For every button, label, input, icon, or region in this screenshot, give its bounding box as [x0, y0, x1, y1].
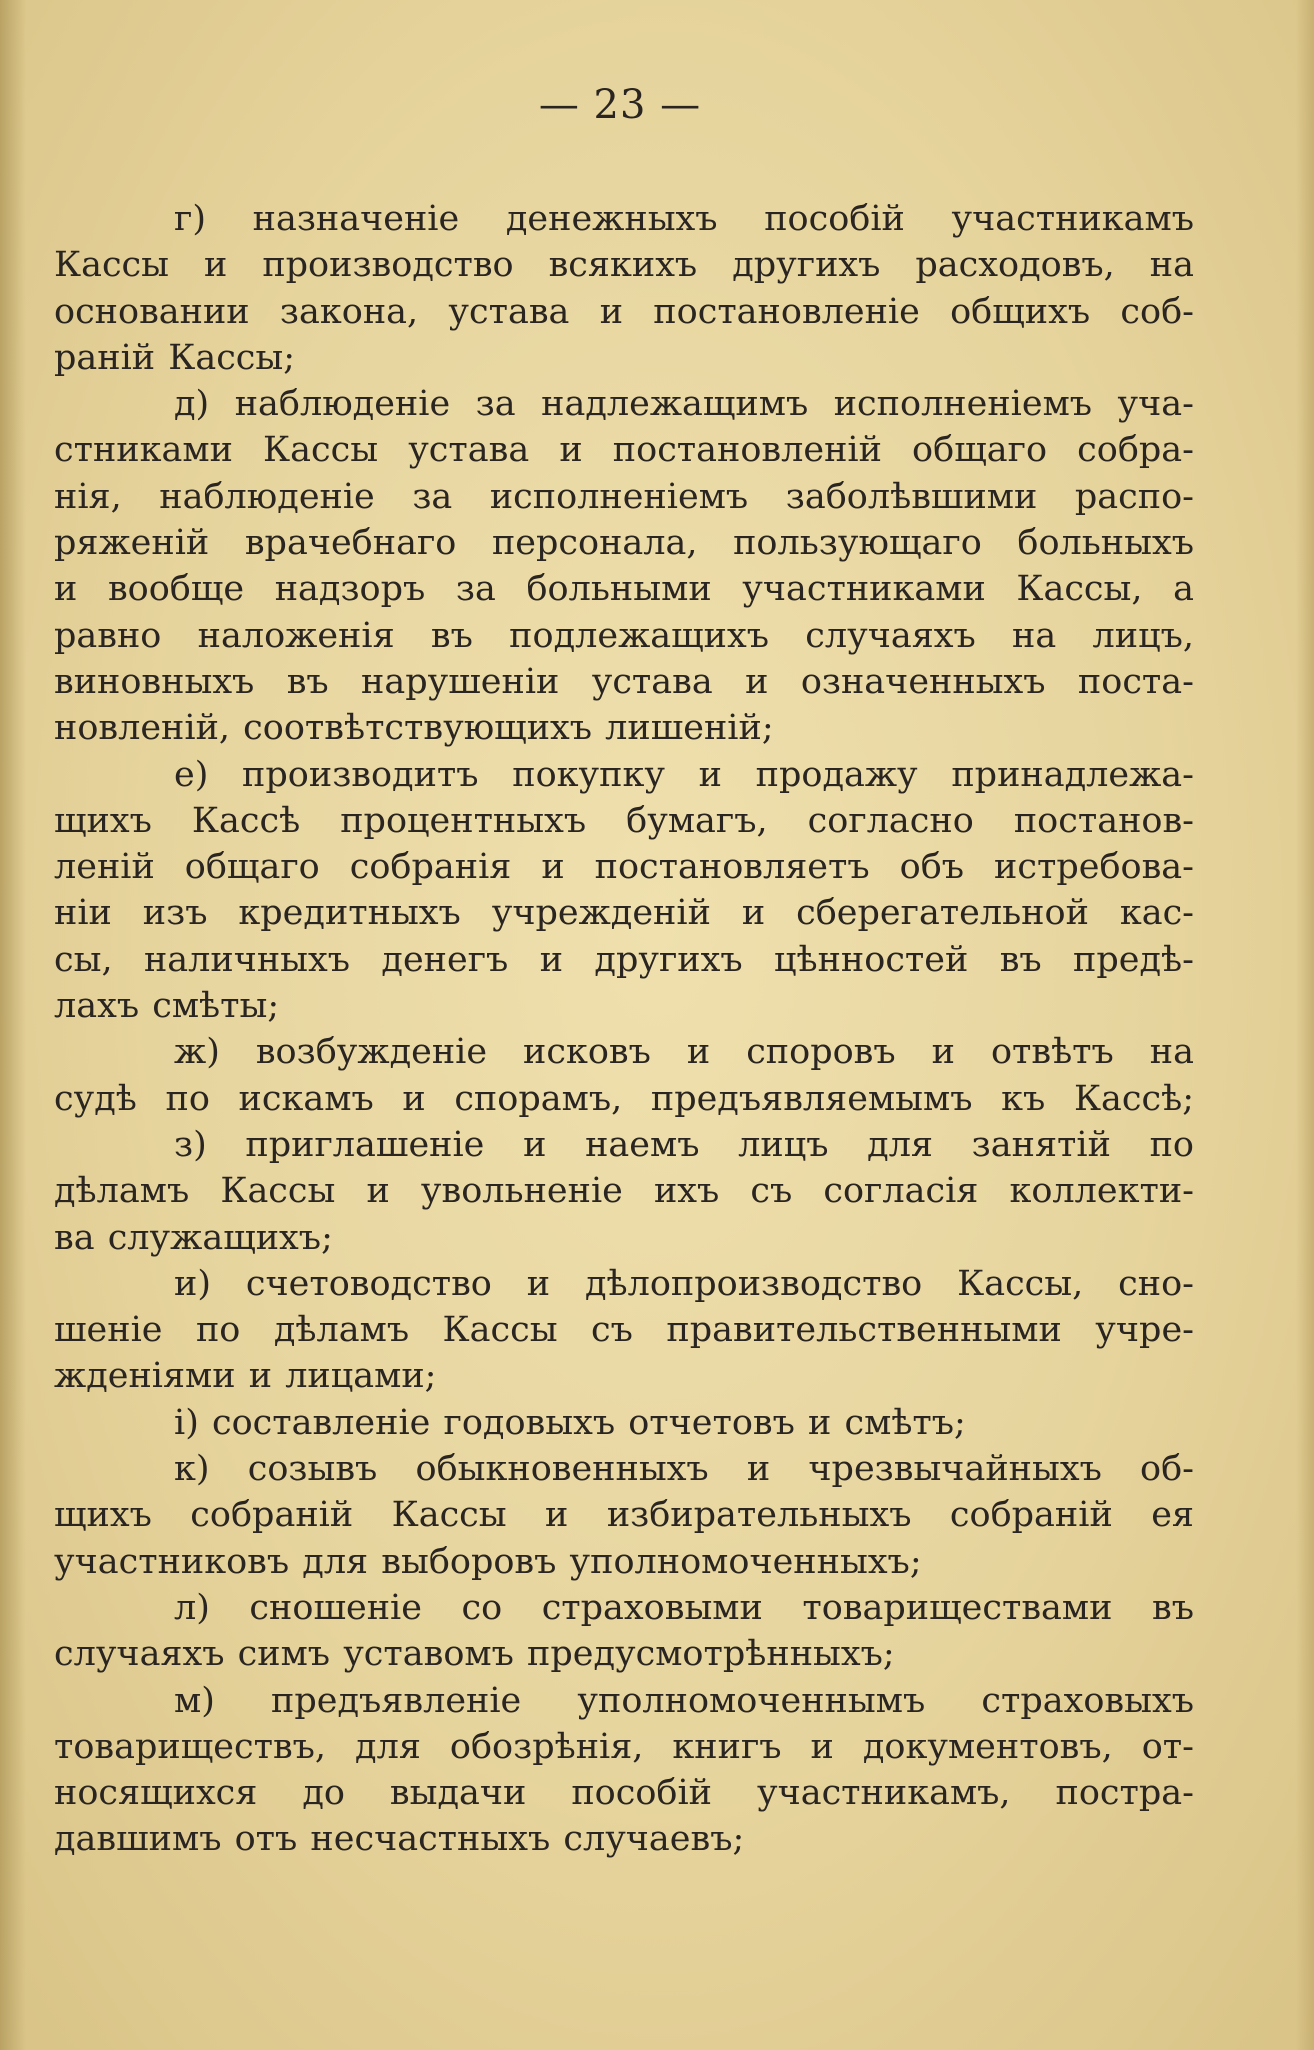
text-line: щихъ Кассѣ процентныхъ бумагъ, согласно постанов-	[54, 800, 1194, 841]
text-line: судѣ по искамъ и спорамъ, предъявляемымъ къ Кассѣ;	[54, 1078, 1194, 1119]
text-line: щихъ собраній Кассы и избирательныхъ собраній ея	[54, 1495, 1194, 1536]
text-line: дѣламъ Кассы и увольненіе ихъ съ согласія коллекти-	[54, 1171, 1194, 1212]
text-line: Кассы и производство всякихъ другихъ расходовъ, на	[54, 245, 1194, 286]
text-line: случаяхъ симъ уставомъ предусмотрѣнныхъ;	[54, 1634, 895, 1675]
text-line: леній общаго собранія и постановляетъ объ истребова-	[54, 847, 1194, 888]
text-line: нія, наблюденіе за исполненіемъ заболѣвшими распо-	[54, 476, 1194, 517]
text-line: д) наблюденіе за надлежащимъ исполненіемъ уча-	[174, 384, 1194, 425]
text-line: равно наложенія въ подлежащихъ случаяхъ на лицъ,	[54, 615, 1194, 656]
text-line: ва служащихъ;	[54, 1217, 333, 1258]
text-line: носящихся до выдачи пособій участникамъ, постра-	[54, 1773, 1194, 1814]
text-line: лахъ смѣты;	[54, 986, 280, 1027]
text-line: е) производитъ покупку и продажу принадлежа-	[174, 754, 1194, 795]
page-edge-shadow-left	[0, 0, 26, 2050]
text-line: з) приглашеніе и наемъ лицъ для занятій по	[174, 1124, 1194, 1165]
text-line: м) предъявленіе уполномоченнымъ страховыхъ	[174, 1680, 1194, 1721]
text-line: ніи изъ кредитныхъ учрежденій и сберегательной кас-	[54, 893, 1194, 934]
text-line: раній Кассы;	[54, 337, 296, 378]
text-line: жденіями и лицами;	[54, 1356, 437, 1397]
page-edge-shadow-right	[1296, 0, 1314, 2050]
text-line: сы, наличныхъ денегъ и другихъ цѣнностей въ предѣ-	[54, 939, 1194, 980]
text-line: товариществъ, для обозрѣнія, книгъ и документовъ, от-	[54, 1726, 1194, 1767]
page-number: — 23 —	[538, 82, 702, 128]
text-line: основании закона, устава и постановленіе общихъ соб-	[54, 291, 1194, 332]
text-line: і) составленіе годовыхъ отчетовъ и смѣтъ;	[174, 1402, 966, 1443]
text-line: г) назначеніе денежныхъ пособій участникамъ	[174, 199, 1194, 239]
text-line: и вообще надзоръ за больными участниками Кассы, а	[54, 569, 1194, 610]
text-line: стниками Кассы устава и постановленій общаго собра-	[54, 430, 1194, 471]
text-line: давшимъ отъ несчастныхъ случаевъ;	[54, 1819, 745, 1860]
text-line: шеніе по дѣламъ Кассы съ правительственными учре-	[54, 1310, 1194, 1351]
text-line: и) счетоводство и дѣлопроизводство Кассы, сно-	[174, 1263, 1194, 1304]
text-line: участниковъ для выборовъ уполномоченныхъ;	[54, 1541, 922, 1582]
text-line: ж) возбужденіе исковъ и споровъ и отвѣтъ на	[174, 1032, 1194, 1073]
text-line: виновныхъ въ нарушеніи устава и означенныхъ поста-	[54, 661, 1194, 702]
text-line: ряженій врачебнаго персонала, пользующаго больныхъ	[54, 523, 1194, 564]
text-line: новленій, соотвѣтствующихъ лишеній;	[54, 708, 774, 749]
text-line: к) созывъ обыкновенныхъ и чрезвычайныхъ об-	[174, 1449, 1194, 1490]
text-line: л) сношеніе со страховыми товариществами въ	[174, 1587, 1194, 1628]
body-text	[54, 196, 1194, 1863]
